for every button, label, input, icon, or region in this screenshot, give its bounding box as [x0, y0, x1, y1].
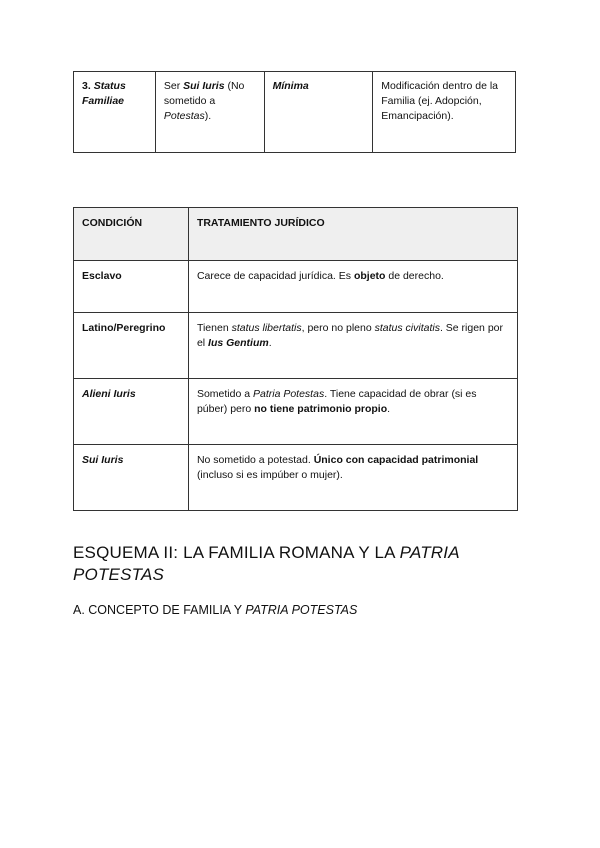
section-heading — [73, 542, 533, 586]
cell-text: Sui Iuris — [183, 80, 225, 92]
table-row — [74, 261, 518, 313]
status-table — [73, 71, 516, 153]
table-cell — [373, 72, 516, 153]
heading-text: ESQUEMA II: LA FAMILIA ROMANA Y LA — [73, 543, 400, 562]
cell-text: Patria Potestas — [252, 388, 325, 400]
heading-text: PATRIA POTESTAS — [73, 543, 460, 584]
cell-text: Modificación dentro de la Familia (ej. Adopción, Emancipación). — [381, 80, 499, 122]
cell-text: . — [268, 337, 272, 349]
cell-text: . Se rigen por el — [196, 322, 503, 349]
table-row — [74, 379, 518, 445]
table-cell — [155, 72, 264, 153]
cell-text: Alieni Iuris — [82, 388, 136, 400]
heading-text: PATRIA POTESTAS — [245, 603, 358, 617]
cell-text: Ser — [163, 80, 184, 92]
subsection-heading — [73, 602, 357, 618]
cell-text: , pero no pleno — [301, 322, 375, 334]
condition-name: Esclavo — [74, 261, 189, 313]
table-header-row — [74, 208, 518, 261]
table-row — [74, 72, 516, 153]
cell-text: Status Familiae — [82, 80, 126, 107]
table-row — [74, 445, 518, 511]
cell-text: Sui Iuris — [82, 454, 124, 466]
cell-text: Sometido a — [196, 388, 253, 400]
cell-text: Tienen — [196, 322, 232, 334]
condition-name — [74, 379, 189, 445]
cell-text: No sometido a potestad. — [196, 454, 314, 466]
cell-text: . — [387, 403, 391, 415]
condition-table — [73, 207, 518, 511]
cell-text: status civitatis — [374, 322, 440, 334]
condition-treatment — [188, 379, 517, 445]
cell-text: de derecho. — [385, 270, 444, 282]
table-cell — [74, 72, 156, 153]
cell-text: Carece de capacidad jurídica. Es — [196, 270, 354, 282]
condition-treatment — [188, 261, 517, 313]
cell-text: . Tiene capacidad de obrar (si es púber) pero — [196, 388, 477, 415]
condition-name: Latino/Peregrino — [74, 313, 189, 379]
cell-text: 3. — [82, 80, 94, 92]
cell-text: Ius Gentium — [208, 337, 269, 349]
cell-text: ). — [204, 110, 212, 122]
condition-treatment — [188, 445, 517, 511]
column-header: CONDICIÓN — [74, 208, 189, 261]
table-cell — [264, 72, 373, 153]
cell-text: Mínima — [272, 80, 309, 92]
cell-text: (incluso si es impúber o mujer). — [196, 469, 343, 481]
cell-text: Único con capacidad patrimonial — [313, 454, 479, 466]
heading-text: A. CONCEPTO DE FAMILIA Y — [73, 603, 246, 617]
cell-text: (No sometido a — [163, 80, 245, 107]
cell-text: Potestas — [163, 110, 205, 122]
condition-name — [74, 445, 189, 511]
table-row — [74, 313, 518, 379]
column-header: TRATAMIENTO JURÍDICO — [188, 208, 517, 261]
condition-treatment — [188, 313, 517, 379]
cell-text: status libertatis — [231, 322, 302, 334]
cell-text: no tiene patrimonio propio — [254, 403, 388, 415]
cell-text: objeto — [353, 270, 386, 282]
